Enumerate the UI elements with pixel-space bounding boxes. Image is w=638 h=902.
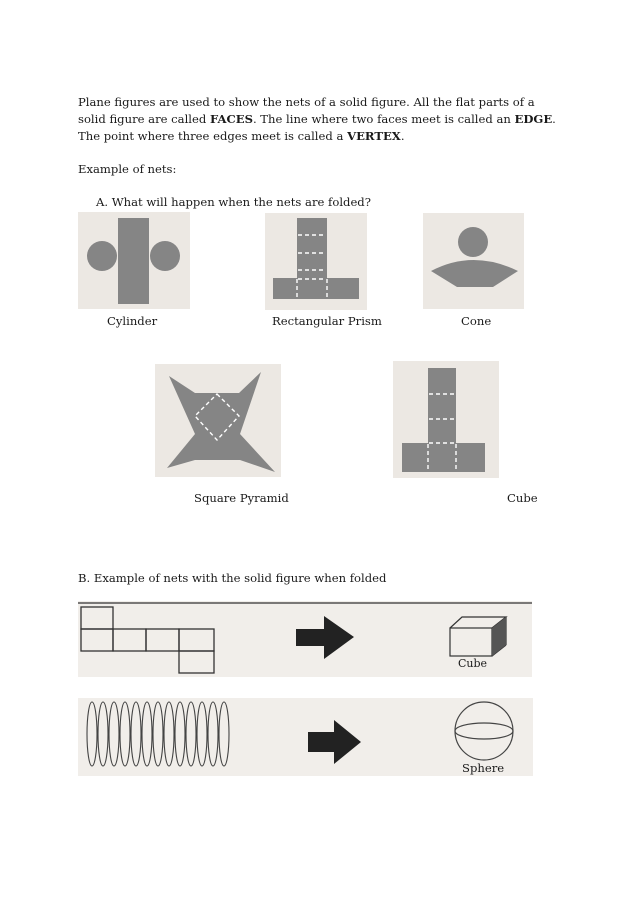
example-heading: Example of nets: [78,162,177,176]
square-pyramid-label: Square Pyramid [194,491,289,505]
intro-paragraph [78,94,558,146]
cube-figure-label: Cube [458,657,488,670]
intro-text-1: Plane figures are used to show the nets of a solid figure. All the flat parts of a solid figure are called [78,95,535,127]
rectangular-prism-net-image [265,213,367,310]
edge-term: EDGE [514,112,553,127]
intro-text-2: . The line where two faces meet is called an [252,112,515,127]
rectangular-prism-label: Rectangular Prism [272,314,382,328]
section-b-heading: B. Example of nets with the solid figure when folded [78,571,387,585]
arrow-icon [308,720,361,764]
cone-net-image [423,213,524,309]
square-pyramid-net-image [155,364,281,477]
sphere-label: Sphere [462,761,505,775]
rectangular-prism-net-svg [265,213,367,310]
intro-text-4: . [400,129,405,144]
cylinder-net-svg [78,212,190,309]
cube-label: Cube [507,491,538,505]
square-pyramid-net-svg [155,364,281,477]
faces-term: FACES [209,112,253,127]
vertex-term: VERTEX [347,129,401,144]
cube-net-svg [393,361,499,478]
arrow-icon [296,616,354,659]
intro-text-3: . The point where three edges meet is called a [78,112,556,144]
cylinder-net-image [78,212,190,309]
section-a-question: A. What will happen when the nets are folded? [96,195,371,209]
cube-net-image [393,361,499,478]
cylinder-label: Cylinder [107,314,158,328]
cone-label: Cone [461,314,492,328]
cone-net-svg [423,213,524,309]
